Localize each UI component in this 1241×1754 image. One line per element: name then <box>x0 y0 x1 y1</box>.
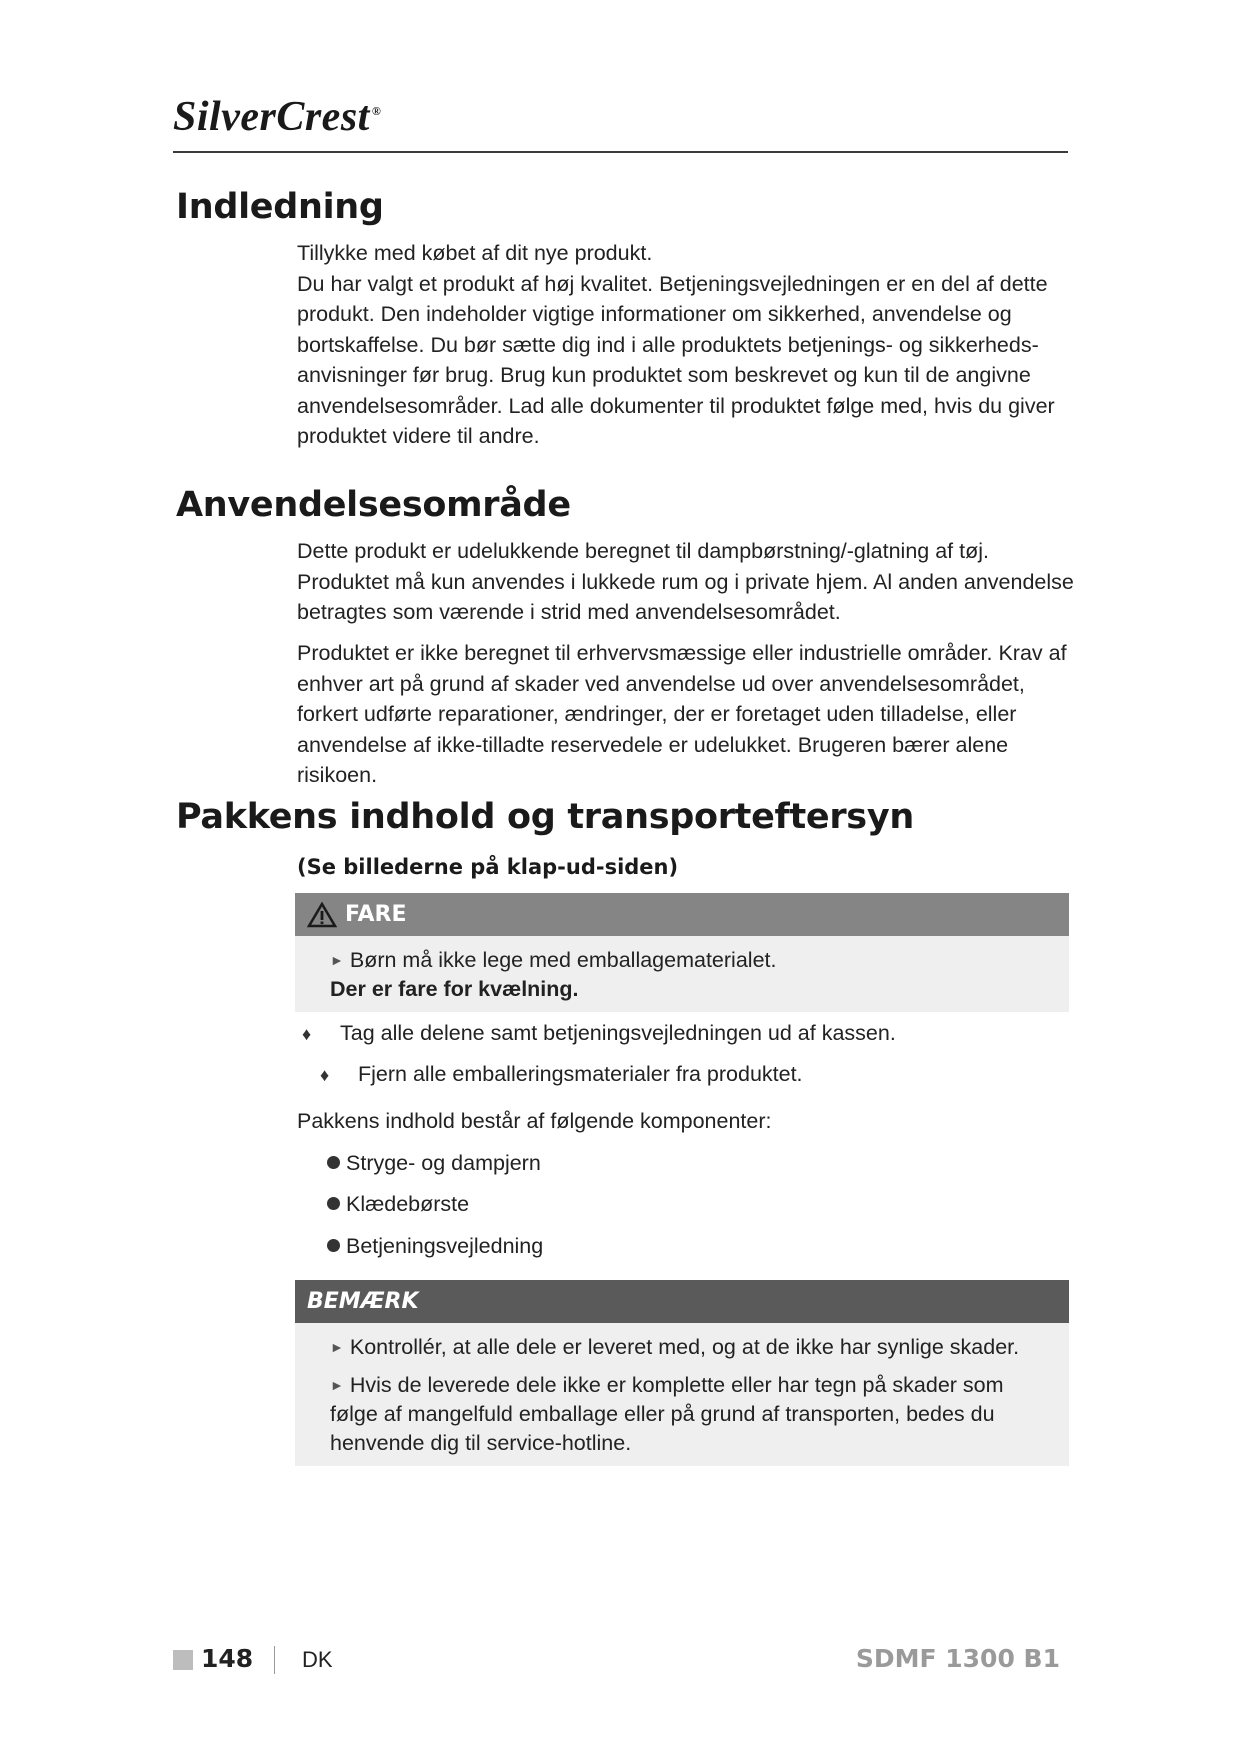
note-body <box>295 1323 1069 1466</box>
package-subtitle: (Se billederne på klap-ud-siden) <box>297 855 679 879</box>
registered-mark: ® <box>371 104 382 118</box>
diamond-bullet-icon: ♦ <box>302 1024 312 1044</box>
contents-list-item <box>327 1189 469 1219</box>
contents-item-text: Stryge- og dampjern <box>346 1151 541 1175</box>
step-item <box>320 1059 803 1090</box>
usage-paragraph-2: Produktet er ikke beregnet til erhvervsmæssige eller industrielle områder. Krav af enhver art på grund af skader ved anvendelse ud over anvendelsesområdet, forkert udførte reparationer, ændringer, der er foretaget uden tilladelse, eller anvendelse af ikke-tilladte reservedele er udelukket. Brugeren bærer alene risikoen. <box>297 641 1067 787</box>
bullet-dot-icon <box>327 1156 340 1169</box>
header-rule <box>173 151 1068 153</box>
bullet-dot-icon <box>327 1197 340 1210</box>
note-item <box>330 1371 1049 1458</box>
contents-item-text: Betjeningsvejledning <box>346 1234 544 1258</box>
bullet-dot-icon <box>327 1239 340 1252</box>
contents-list-item <box>327 1231 543 1261</box>
note-box <box>295 1280 1069 1466</box>
footer-model: SDMF 1300 B1 <box>855 1644 1060 1673</box>
note-item-text: Kontrollér, at alle dele er leveret med, og at de ikke har synlige skader. <box>349 1335 1020 1359</box>
step-item <box>302 1018 896 1049</box>
arrow-right-icon: ► <box>330 1339 344 1355</box>
danger-item <box>330 946 1049 1004</box>
note-item-text: Hvis de leverede dele ikke er komplette eller har tegn på skader som følge af mangelfuld emballage eller på grund af transporten, bedes du henvende dig til service-hotline. <box>330 1373 1004 1455</box>
section-title-intro: Indledning <box>176 187 384 227</box>
brand-logo <box>173 96 381 138</box>
note-item <box>330 1333 1049 1362</box>
contents-item-text: Klædebørste <box>346 1192 470 1216</box>
note-header <box>295 1280 1069 1323</box>
page-number: 148 <box>201 1644 254 1673</box>
danger-box <box>295 893 1069 1012</box>
contents-list-item <box>327 1148 541 1178</box>
brand-name: SilverCrest <box>173 94 370 140</box>
step-text: Tag alle delene samt betjeningsvejledningen ud af kassen. <box>340 1021 896 1045</box>
section-title-package: Pakkens indhold og transporteftersyn <box>176 797 914 837</box>
danger-item-text: Børn må ikke lege med emballagematerialet. <box>349 948 777 972</box>
danger-label: FARE <box>345 902 407 927</box>
step-text: Fjern alle emballeringsmaterialer fra produktet. <box>358 1062 803 1086</box>
footer-language: DK <box>302 1647 333 1672</box>
diamond-bullet-icon: ♦ <box>320 1065 330 1085</box>
arrow-right-icon: ► <box>330 952 344 968</box>
section-title-usage: Anvendelsesområde <box>176 485 571 525</box>
footer-separator <box>274 1646 275 1674</box>
danger-header <box>295 893 1069 936</box>
contents-intro: Pakkens indhold består af følgende komponenter: <box>297 1109 772 1133</box>
danger-item-bold: Der er fare for kvælning. <box>330 977 579 1001</box>
danger-body <box>295 936 1069 1012</box>
warning-triangle-icon <box>307 902 337 928</box>
arrow-right-icon: ► <box>330 1377 344 1393</box>
footer-square-marker <box>173 1650 193 1670</box>
usage-paragraph-1: Dette produkt er udelukkende beregnet til dampbørstning/-glatning af tøj. Produktet må kun anvendes i lukkede rum og i private hjem. Al anden anvendelse betragtes som værende i strid med anvendelsesområdet. <box>297 539 1074 624</box>
intro-paragraph: Tillykke med købet af dit nye produkt. Du har valgt et produkt af høj kvalitet. Betjeningsvejledningen er en del af dette produkt. Den indeholder vigtige informationer om sikkerhed, anvendelse og bortskaffelse. Du bør sætte dig ind i alle produktets betjenings- og sikkerheds-anvisninger før brug. Brug kun produktet som beskrevet og kun til de angivne anvendelsesområder. Lad alle dokumenter til produktet følge med, hvis du giver produktet videre til andre. <box>297 241 1055 448</box>
note-label: BEMÆRK <box>307 1289 419 1314</box>
